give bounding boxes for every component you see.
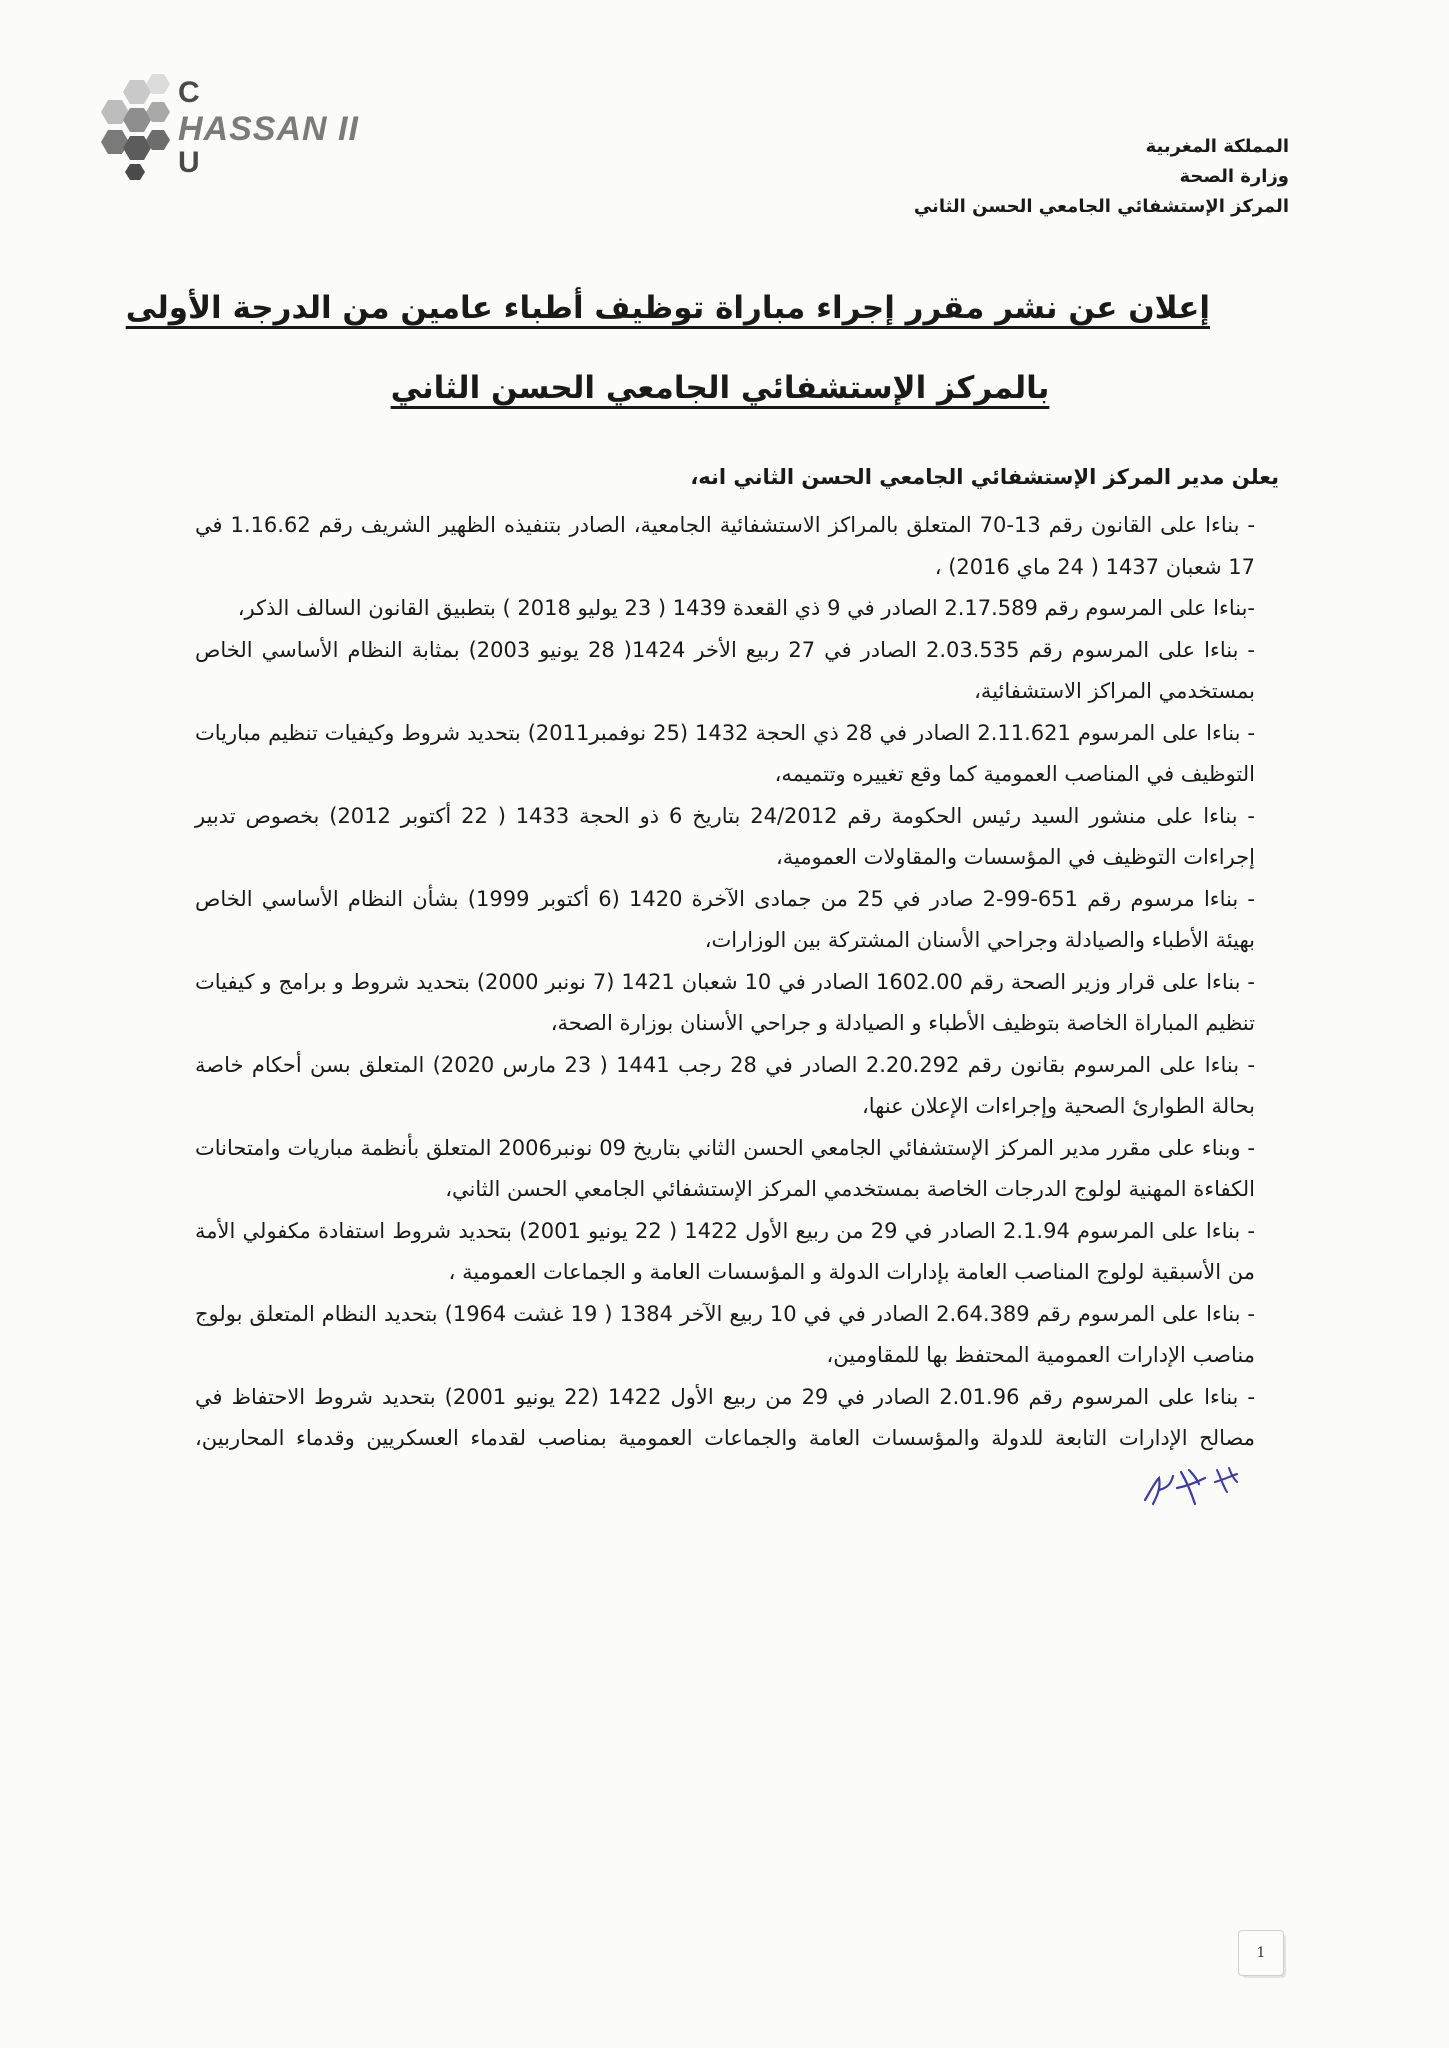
logo-letter-c: C [178, 76, 200, 109]
issuer-header [869, 132, 1289, 222]
logo-hassan-text: HASSAN II [178, 110, 359, 148]
legal-basis-list [195, 505, 1255, 1510]
logo-hexagon-icon [100, 72, 180, 182]
header-hospital: المركز الإستشفائي الجامعي الحسن الثاني [913, 196, 1289, 217]
legal-item: - بناءا على قرار وزير الصحة رقم 1602.00 الصادر في 10 شعبان 1421 (7 نونبر 2000) بتحديد شروط و برامج و كيفيات تنظيم المباراة الخاصة بتوظيف الأطباء و الصيادلة و جراحي الأسنان بوزارة الصحة، [195, 969, 1256, 1035]
legal-item-text: - بناءا على المرسوم رقم 2.01.96 الصادر في 29 من ربيع الأول 1422 (22 يونيو 2001) بتحديد شروط الاحتفاظ في مصالح الإدارات التابعة للدولة والمؤسسات العامة والجماعات العمومية بمناصب لقدماء العسكريين وقدماء المحاربين، [195, 1384, 1256, 1450]
legal-item: - بناءا على المرسوم رقم 2.64.389 الصادر في في 10 ربيع الآخر 1384 ( 19 غشت 1964) بتحديد النظام المتعلق بولوج مناصب الإدارات العمومية المحتفظ بها للمقاومين، [195, 1301, 1256, 1367]
handwritten-initials-signature [1137, 1460, 1247, 1510]
legal-item: - بناءا على المرسوم 2.1.94 الصادر في 29 من ربيع الأول 1422 ( 22 يونيو 2001) بتحديد شروط استفادة مكفولي الأمة من الأسبقية لولوج المناصب العامة بإدارات الدولة و المؤسسات العامة و الجماعات العمومية ، [195, 1218, 1255, 1284]
announcement-intro: يعلن مدير المركز الإستشفائي الجامعي الحسن الثاني انه، [690, 465, 1279, 489]
legal-item: - بناءا على المرسوم رقم 2.03.535 الصادر في 27 ربيع الأخر 1424( 28 يونيو 2003) بمثابة النظام الأساسي الخاص بمستخدمي المراكز الاستشفائية، [195, 637, 1256, 703]
header-kingdom: المملكة المغربية [1145, 136, 1289, 157]
legal-item: - بناءا على المرسوم 2.11.621 الصادر في 28 ذي الحجة 1432 (25 نوفمبر2011) بتحديد شروط وكيفيات تنظيم مباريات التوظيف في المناصب العمومية كما وقع تغييره وتتميمه، [195, 720, 1255, 786]
document-title-line-2: بالمركز الإستشفائي الجامعي الحسن الثاني [390, 370, 1050, 406]
legal-item: - وبناء على مقرر مدير المركز الإستشفائي الجامعي الحسن الثاني بتاريخ 09 نونبر2006 المتعلق بأنظمة مباريات وامتحانات الكفاءة المهنية لولوج الدرجات الخاصة بمستخدمي المركز الإستشفائي الجامعي الحسن الثاني، [195, 1135, 1255, 1201]
header-ministry: وزارة الصحة [1179, 166, 1289, 187]
page-number: 1 [1238, 1930, 1284, 1976]
legal-item: -بناءا على المرسوم رقم 2.17.589 الصادر في 9 ذي القعدة 1439 ( 23 يوليو 2018 ) بتطبيق القانون السالف الذكر، [237, 596, 1255, 620]
chu-logo [100, 72, 370, 187]
legal-item: - بناءا مرسوم رقم 651-99-2 صادر في 25 من جمادى الآخرة 1420 (6 أكتوبر 1999) بشأن النظام الأساسي الخاص بهيئة الأطباء والصيادلة وجراحي الأسنان المشتركة بين الوزارات، [195, 886, 1255, 952]
legal-item: - بناءا على المرسوم بقانون رقم 2.20.292 الصادر في 28 رجب 1441 ( 23 مارس 2020) المتعلق بسن أحكام خاصة بحالة الطوارئ الصحية وإجراءات الإعلان عنها، [195, 1052, 1255, 1118]
document-title-line-1: إعلان عن نشر مقرر إجراء مباراة توظيف أطباء عامين من الدرجة الأولى [125, 290, 1210, 326]
logo-letter-u: U [178, 146, 200, 179]
legal-item-last [195, 1377, 1255, 1510]
legal-item: - بناءا على القانون رقم 13-70 المتعلق بالمراكز الاستشفائية الجامعية، الصادر بتنفيذه الظهير الشريف رقم 1.16.62 في 17 شعبان 1437 ( 24 ماي 2016) ، [195, 513, 1256, 579]
legal-item: - بناءا على منشور السيد رئيس الحكومة رقم 24/2012 بتاريخ 6 ذو الحجة 1433 ( 22 أكتوبر 2012) بخصوص تدبير إجراءات التوظيف في المؤسسات والمقاولات العمومية، [195, 803, 1256, 869]
